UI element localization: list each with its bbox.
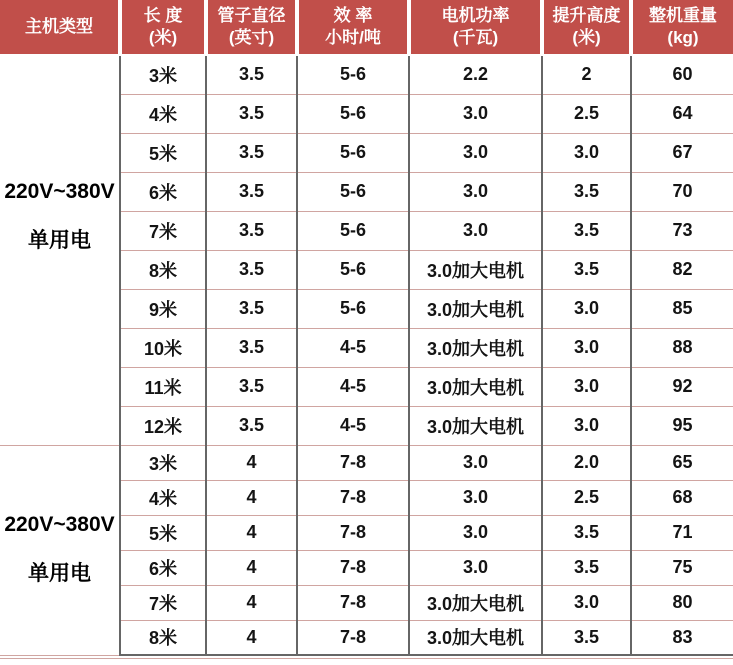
column-header-line: 小时/吨 [325,28,381,47]
table-cell: 3.0加大电机 [409,250,542,289]
table-cell: 12米 [120,406,206,445]
table-cell: 3.5 [206,94,297,133]
table-cell: 75 [631,550,733,585]
table-cell: 7-8 [297,620,409,655]
table-cell: 3米 [120,445,206,480]
table-row [0,55,733,94]
table-cell: 64 [631,94,733,133]
table-cell: 7米 [120,585,206,620]
table-body [0,55,733,655]
table-cell: 5-6 [297,94,409,133]
table-cell: 92 [631,367,733,406]
table-cell: 3.0 [409,211,542,250]
table-cell: 9米 [120,289,206,328]
table-cell: 88 [631,328,733,367]
table-cell: 83 [631,620,733,655]
machine-type-line: 单用电 [28,229,91,253]
column-header-line: 管子直径 [217,5,286,25]
table-cell: 5-6 [297,133,409,172]
table-cell: 8米 [120,620,206,655]
table-cell: 3.0 [409,480,542,515]
column-header-line: 效 率 [333,5,373,25]
table-cell: 3.0加大电机 [409,585,542,620]
column-header-line: 整机重量 [649,5,717,25]
table-cell: 4-5 [297,328,409,367]
machine-type-line: 单用电 [28,562,91,585]
table-cell: 80 [631,585,733,620]
table-cell: 3.5 [542,250,631,289]
table-cell: 7-8 [297,550,409,585]
bottom-divider [0,658,733,659]
table-cell: 67 [631,133,733,172]
table-cell: 2.0 [542,445,631,480]
table-cell: 4 [206,480,297,515]
table-cell: 2.5 [542,94,631,133]
table-cell: 70 [631,172,733,211]
table-cell: 2.2 [409,55,542,94]
table-cell: 7-8 [297,445,409,480]
column-header-line: 长 度 [143,5,183,25]
table-cell: 3.0 [542,406,631,445]
table-cell: 3.0 [409,445,542,480]
machine-type-line: 220V~380V [4,180,115,204]
table-cell: 3.5 [206,55,297,94]
table-cell: 3.5 [206,172,297,211]
table-cell: 3.0 [409,550,542,585]
table-cell: 95 [631,406,733,445]
column-header-line: (kg) [667,28,699,47]
column-header-6 [631,0,733,55]
column-header-line: 提升高度 [552,5,621,25]
table-cell: 4 [206,585,297,620]
column-header-line: 电机功率 [441,5,510,25]
column-header-5 [542,0,631,55]
table-cell: 3.5 [542,172,631,211]
table-cell: 10米 [120,328,206,367]
table-cell: 4米 [120,94,206,133]
table-cell: 4 [206,515,297,550]
table-cell: 5米 [120,133,206,172]
table-cell: 3.0 [542,367,631,406]
table-cell: 3.0 [542,289,631,328]
table-cell: 5-6 [297,250,409,289]
table-cell: 3米 [120,55,206,94]
table-cell: 85 [631,289,733,328]
table-cell: 4 [206,445,297,480]
table-header [0,0,733,55]
table-cell: 3.0加大电机 [409,289,542,328]
table-cell: 11米 [120,367,206,406]
machine-type-cell [0,55,120,445]
table-cell: 3.5 [542,620,631,655]
table-cell: 68 [631,480,733,515]
column-header-line: (米) [572,28,601,47]
table-cell: 73 [631,211,733,250]
table-cell: 3.5 [206,250,297,289]
header-row [0,0,733,55]
table-cell: 3.0加大电机 [409,328,542,367]
column-header-4 [409,0,542,55]
machine-type-line: 220V~380V [4,513,115,536]
table-cell: 3.0加大电机 [409,620,542,655]
table-cell: 7-8 [297,585,409,620]
table-cell: 3.0 [409,515,542,550]
machine-type-cell [0,445,120,655]
table-cell: 3.5 [206,133,297,172]
column-header-2 [206,0,297,55]
table-cell: 5-6 [297,211,409,250]
column-header-1 [120,0,206,55]
table-cell: 3.5 [542,211,631,250]
table-cell: 8米 [120,250,206,289]
table-cell: 4 [206,550,297,585]
table-cell: 3.0 [409,172,542,211]
table-row [0,445,733,480]
table-cell: 4 [206,620,297,655]
table-cell: 3.0 [409,94,542,133]
table-cell: 5-6 [297,55,409,94]
table-cell: 3.0 [542,585,631,620]
column-header-3 [297,0,409,55]
table-cell: 7-8 [297,515,409,550]
table-cell: 2.5 [542,480,631,515]
table-cell: 3.5 [206,328,297,367]
table-cell: 3.0 [409,133,542,172]
table-cell: 7-8 [297,480,409,515]
table-cell: 3.0 [542,133,631,172]
table-cell: 2 [542,55,631,94]
table-cell: 3.0加大电机 [409,367,542,406]
column-header-line: (英寸) [228,28,275,47]
table-cell: 4-5 [297,367,409,406]
table-cell: 5米 [120,515,206,550]
column-header-line: 主机类型 [25,16,93,36]
table-cell: 4-5 [297,406,409,445]
table-cell: 65 [631,445,733,480]
table-cell: 6米 [120,172,206,211]
table-cell: 3.0加大电机 [409,406,542,445]
table-cell: 5-6 [297,289,409,328]
table-cell: 3.0 [542,328,631,367]
table-cell: 3.5 [542,515,631,550]
table-cell: 3.5 [206,367,297,406]
table-cell: 4米 [120,480,206,515]
column-header-line: (米) [148,28,178,47]
table-cell: 6米 [120,550,206,585]
table-cell: 3.5 [206,406,297,445]
table-cell: 7米 [120,211,206,250]
table-cell: 82 [631,250,733,289]
table-cell: 3.5 [542,550,631,585]
table-cell: 71 [631,515,733,550]
column-header-0 [0,0,120,55]
table-cell: 3.5 [206,211,297,250]
table-cell: 5-6 [297,172,409,211]
column-header-line: (千瓦) [452,28,499,47]
table-cell: 3.5 [206,289,297,328]
table-cell: 60 [631,55,733,94]
